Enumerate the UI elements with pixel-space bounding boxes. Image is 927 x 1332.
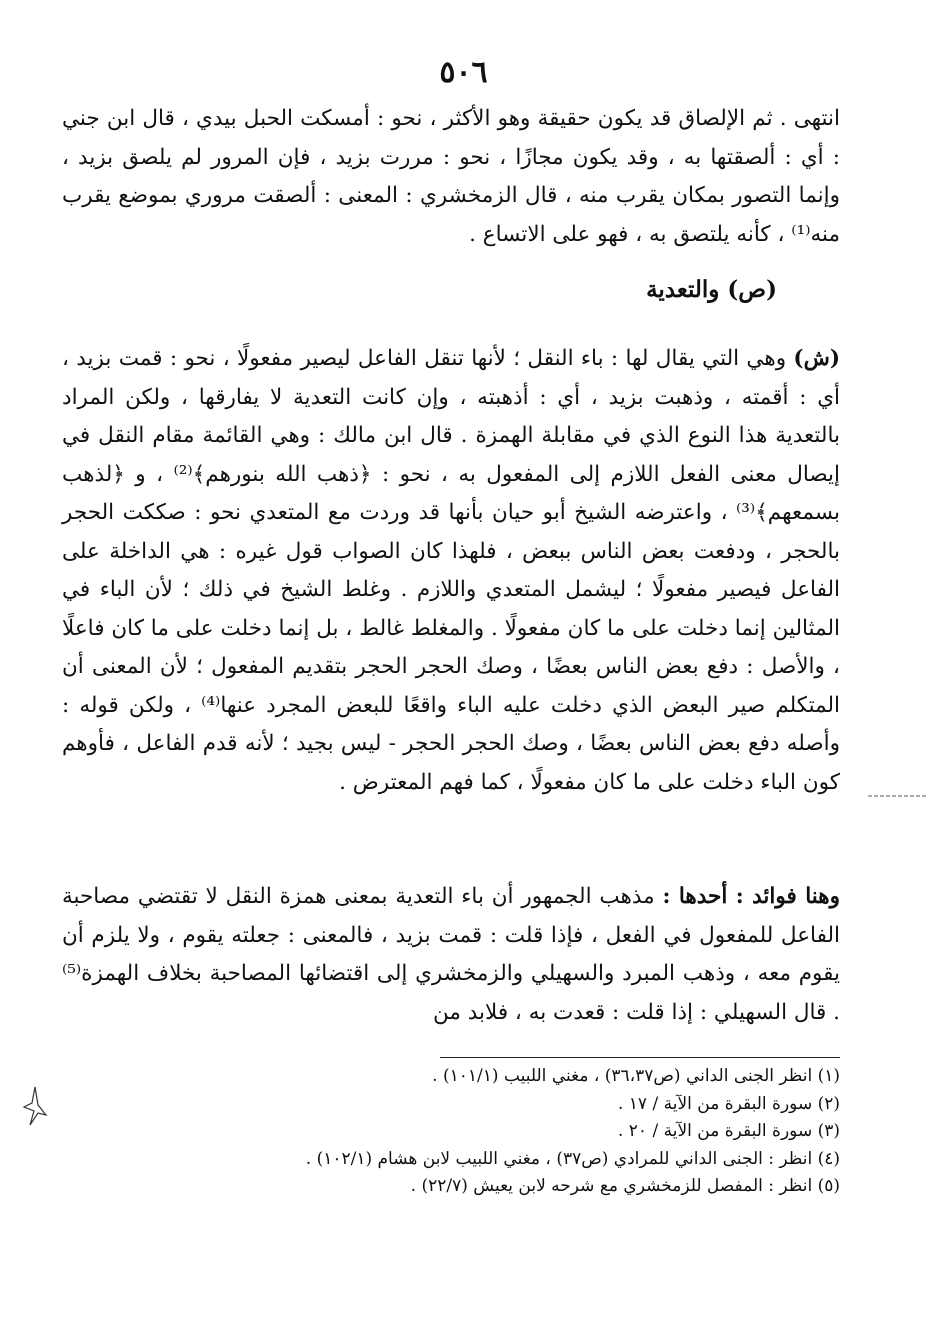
footnote-item: (٥) انظر : المفصل للزمخشري مع شرحه لابن يعيش (٢٢/٧) . [410,1176,840,1196]
footnote-item: (٢) سورة البقرة من الآية / ١٧ . [617,1093,840,1114]
paragraph-2 [62,340,840,802]
paragraph-3-lead: وهنا فوائد : أحدها : [662,884,840,909]
footnote-item: (٤) انظر : الجنى الداني للمرادي (ص٣٧) ، مغني اللبيب لابن هشام (١٠٢/١) . [305,1148,840,1169]
paragraph-3-text: مذهب الجمهور أن باء التعدية بمعنى همزة النقل لا تقتضي مصاحبة الفاعل للمفعول في الفعل ، فإذا قلت : قمت بزيد ، فالمعنى : جعلته يقوم ، ولا يلزم أن يقوم معه ، وذهب المبرد والسهيلي والزمخشري إلى اقتضائها المصاحبة بخلاف الهمزة⁽⁵⁾ . قال السهيلي : إذا قلت : قعدت به ، فلابد من [62,884,840,1025]
footnote-item: (٣) سورة البقرة من الآية / ٢٠ . [617,1121,840,1141]
paragraph-3 [62,878,840,1032]
paragraph-2-text: وهي التي يقال لها : باء النقل ؛ لأنها تنقل الفاعل ليصير مفعولًا ، نحو : قمت بزيد ، أي : أقمته ، وذهبت بزيد ، أي : أذهبته ، وإن كانت التعدية لا يفارقها ، ولكن المراد بالتعدية هذا النوع الذي في مقابلة الهمزة . قال ابن مالك : وهي القائمة مقام النقل في إيصال معنى الفعل اللازم إلى المفعول به ، نحو : ﴿ذهب الله بنورهم﴾⁽²⁾ ، و ﴿لذهب بسمعهم﴾⁽³⁾ ، واعترضه الشيخ أبو حيان بأنها قد وردت مع المتعدي نحو : صككت الحجر بالحجر ، ودفعت بعض الناس ببعض ، فلهذا كان الصواب قول غيره : هي الداخلة على الفاعل فيصير مفعولًا ؛ ليشمل المتعدي واللازم . وغلط الشيخ في ذلك ؛ لأن الباء في المثالين إنما دخلت على ما كان مفعولًا . والمغلط غالط ، بل إنما دخلت على ما كان فاعلًا ، والأصل : دفع بعض الناس بعضًا ، وصك الحجر الحجر بتقديم المفعول ؛ لأن المعنى أن المتكلم صير البعض الذي دخلت عليه الباء واقعًا للبعض المجرد عنها⁽⁴⁾ ، ولكن قوله : وأصله دفع بعض الناس بعضًا ، وصك الحجر الحجر - ليس بجيد ؛ لأنه قدم الفاعل ، فأوهم كون الباء دخلت على ما كان مفعولًا ، كما فهم المعترض . [62,346,841,795]
footnote-divider [440,1057,840,1058]
section-heading: (ص) والتعدية [646,276,777,303]
page-number: ٥٠٦ [439,55,488,90]
scan-artifact-icon [20,1085,50,1135]
paragraph-1: انتهى . ثم الإلصاق قد يكون حقيقة وهو الأكثر ، نحو : أمسكت الحبل بيدي ، قال ابن جني : أي : ألصقتها به ، وقد يكون مجازًا ، نحو : مررت بزيد ، فإن المرور لم يلصق بزيد ، وإنما التصور بمكان يقرب منه ، قال الزمخشري : المعنى : ألصقت مروري بموضع يقرب منه⁽¹⁾ ، كأنه يلتصق به ، فهو على الاتساع . [62,106,840,247]
footnote-item: (١) انظر الجنى الداني (ص٣٦،٣٧) ، مغني اللبيب (١٠١/١) . [432,1066,840,1086]
paragraph-2-lead: (ش) [793,346,840,371]
scan-line-artifact [868,793,926,799]
footnotes [140,1063,840,1201]
